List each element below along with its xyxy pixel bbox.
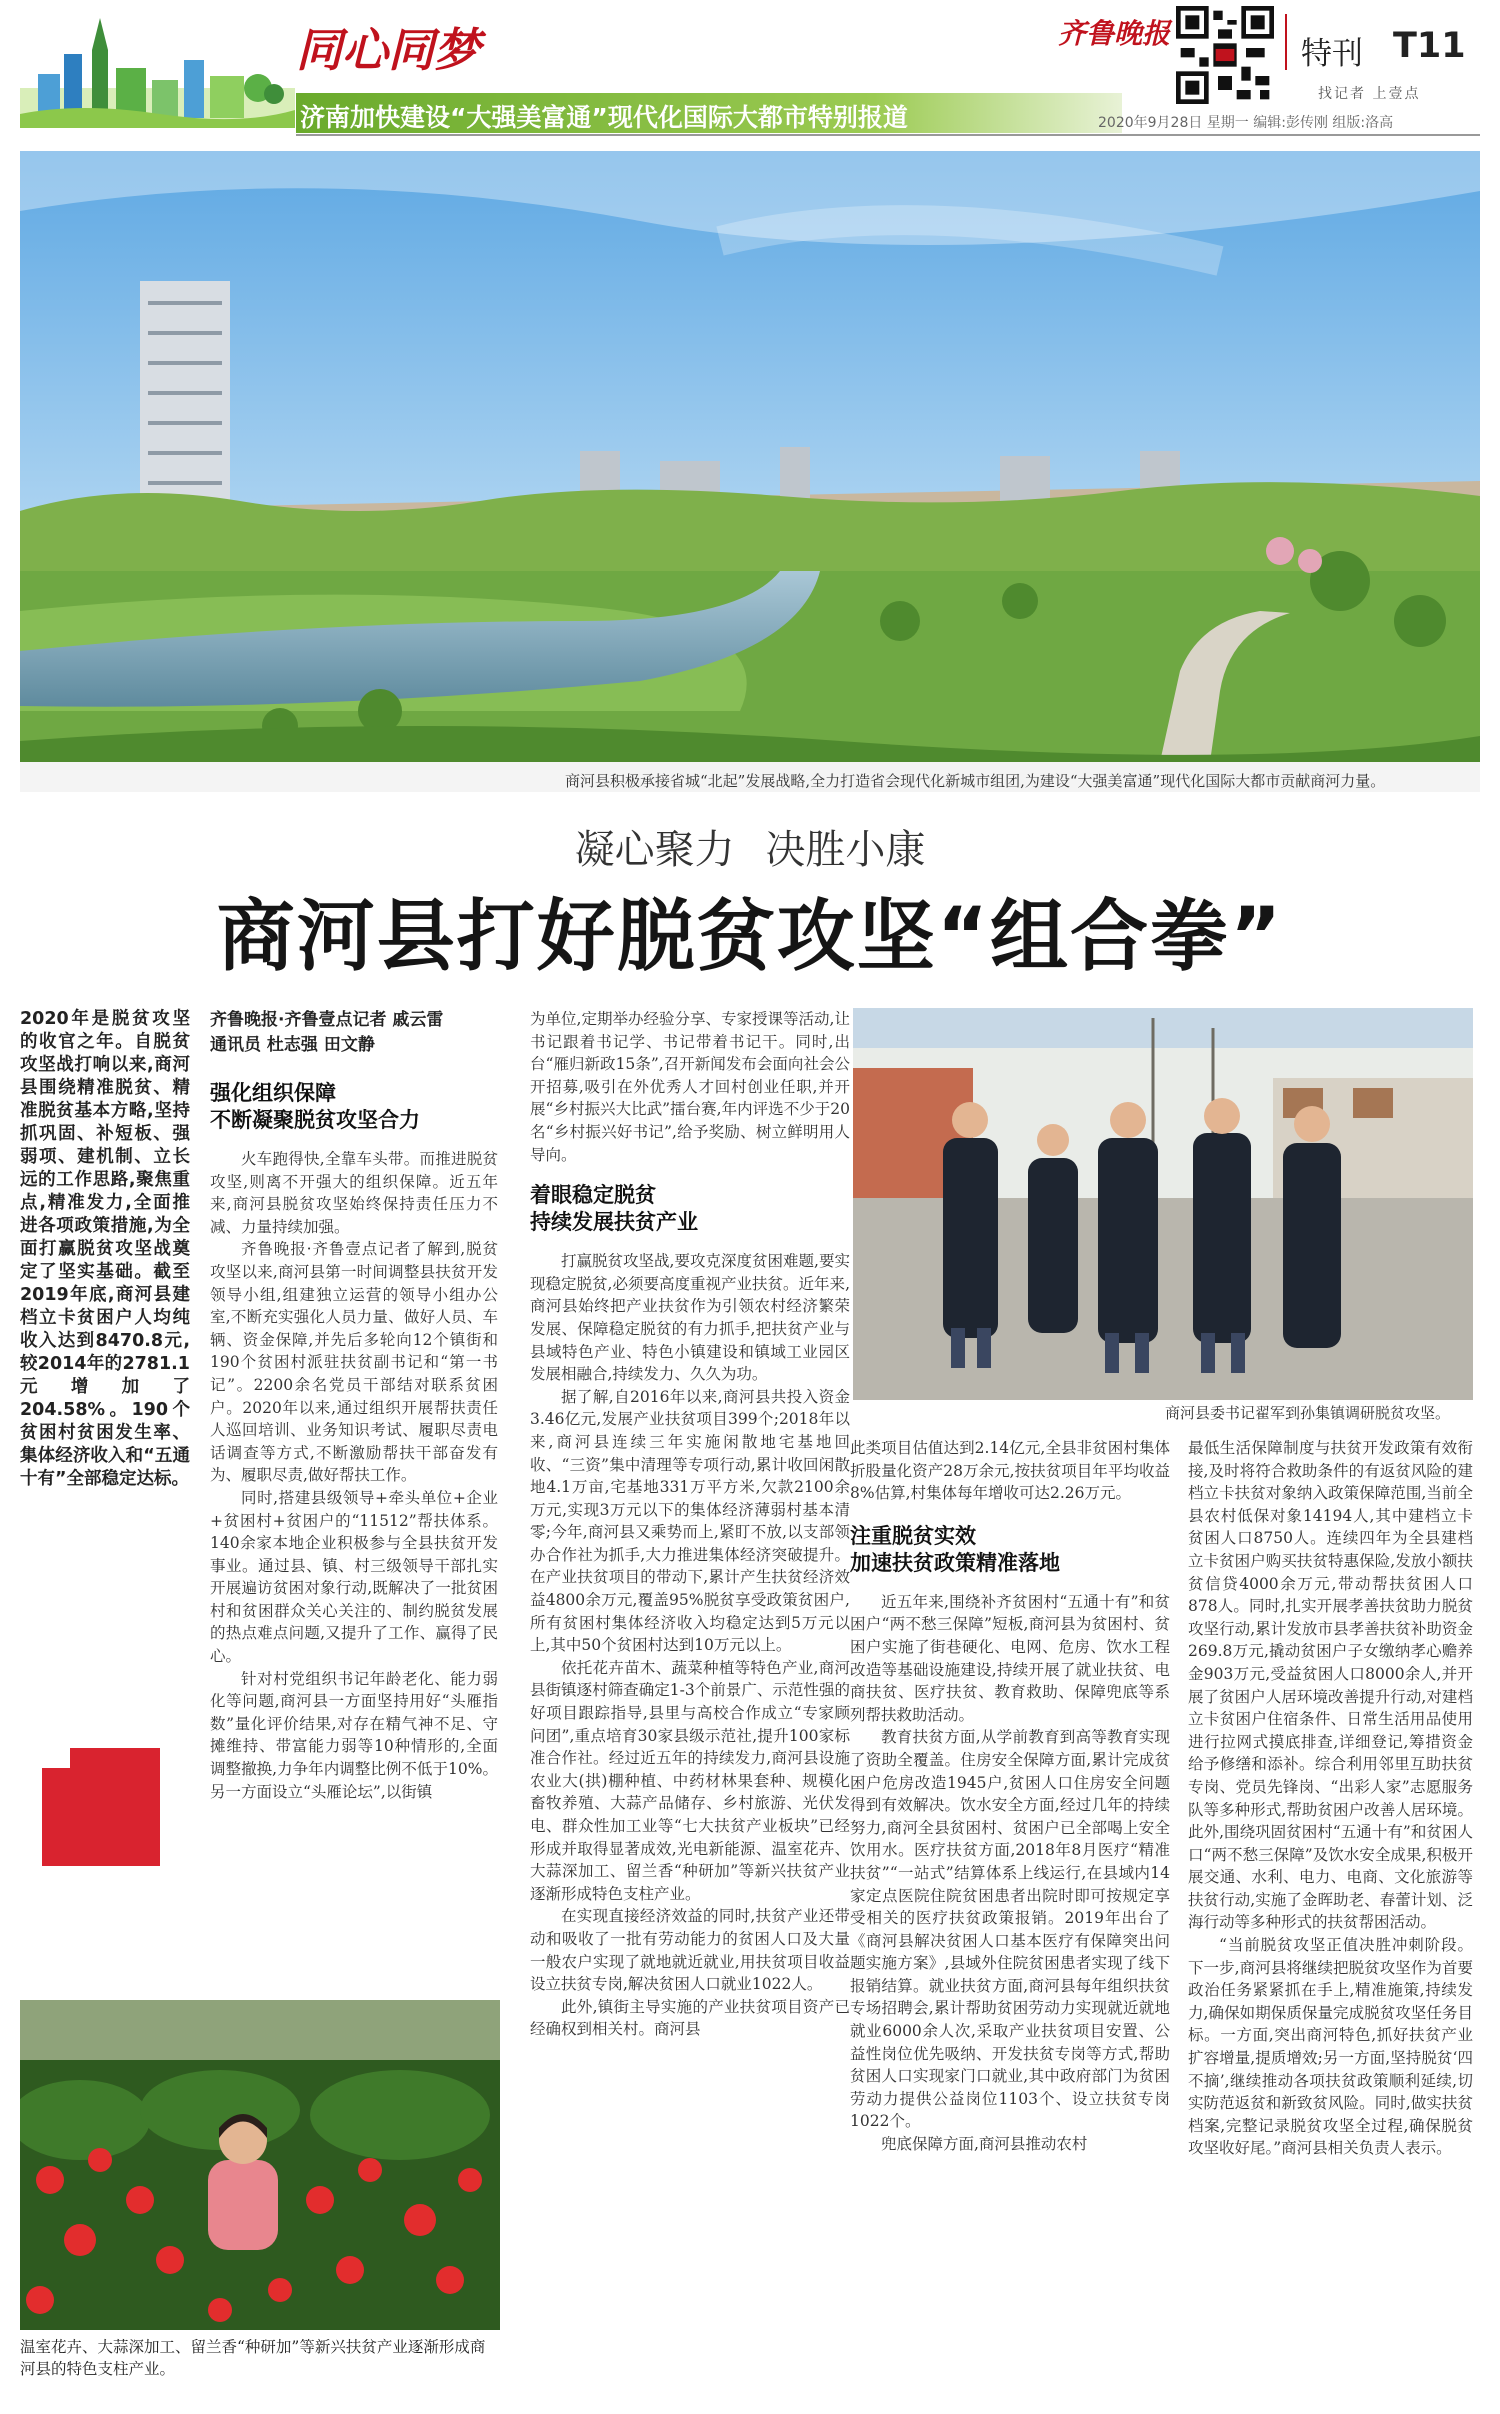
paragraph: 教育扶贫方面,从学前教育到高等教育实现了资助全覆盖。住房安全保障方面,累计完成贫困户危房改造1945户,贫困人口住房安全问题得到有效解决。饮水安全方面,经过几年的持续努力,商河全县贫困村、贫困户已全部喝上安全饮用水。医疗扶贫方面,2018年8月医疗“精准扶贫”“一站式”结算体系上线运行,在县域内14家定点医院住院贫困患者出院时即可按规定享受相关的医疗扶贫政策报销。2019年出台了《商河县解决贫困人口基本医疗有保障突出问题实施方案》,县域外住院贫困患者实现了线下报销结算。就业扶贫方面,商河县每年组织扶贫专场招聘会,累计帮助贫困劳动力实现就近就地就业6000余人次,采取产业扶贫项目安置、公益性岗位优先吸纳、开发扶贫专岗等方式,帮助贫困人口实现家门口就业,其中政府部门为贫困劳动力提供公益岗位1103个、设立扶贫专岗1022个。 [850,1728,1170,2131]
hero-caption: 商河县积极承接省城“北起”发展战略,全力打造省会现代化新城市组团,为建设“大强美富通”现代化国际大都市贡献商河力量。 [565,772,1386,790]
article-column-5 [1188,1437,1473,2160]
paragraph: 齐鲁晚报·齐鲁壹点记者了解到,脱贫攻坚以来,商河县第一时间调整县扶贫开发领导小组,组建独立运营的领导小组办公室,不断充实强化人员力量、做好人员、车辆、资金保障,并先后多轮向12个镇街和190个贫困村派驻扶贫副书记和“第一书记”。2200余名党员干部结对联系贫困户。2020年以来,通过组织开展帮扶责任人巡回培训、业务知识考试、履职尽责电话调查等方式,不断激励帮扶干部奋发有为、履职尽责,做好帮扶工作。 [210,1240,498,1485]
paragraph: 依托花卉苗木、蔬菜种植等特色产业,商河县街镇逐村筛查确定1-3个前景广、示范性强的好项目跟踪指导,县里与高校合作成立“专家顾问团”,重点培育30家县级示范社,提升100家标准合作社。经过近五年的持续发力,商河县设施农业大(拱)棚种植、中药材林果套种、规模化畜牧养殖、大蒜产品储存、乡村旅游、光伏发电、群众性加工业等“七大扶贫产业板块”已经形成并取得显著成效,光电新能源、温室花卉、大蒜深加工、留兰香“种研加”等新兴扶贫产业逐渐形成特色支柱产业。 [530,1658,850,1903]
paragraph: 此外,镇街主导实施的产业扶贫项目资产已经确权到相关村。商河县 [530,1997,850,2039]
headline-kicker: 凝心聚力 决胜小康 [574,827,926,873]
article-column-2 [210,1080,498,1803]
section-name: 特刊 [1301,36,1363,72]
masthead-divider [1285,14,1287,70]
lead-summary: 2020年是脱贫攻坚的收官之年。自脱贫攻坚战打响以来,商河县围绕精准脱贫、精准脱贫基本方略,坚持抓巩固、补短板、强弱项、建机制、立长远的工作思路,聚焦重点,精准发力,全面推进各项政策措施,为全面打赢脱贫攻坚战奠定了坚实基础。截至2019年底,商河县建档立卡贫困户人均纯收入达到8470.8元,较2014年的2781.1元增加了204.58%。190个贫困村贫困发生率、集体经济收入和“五通十有”全部稳定达标。 [20,1009,190,1489]
subheading-line: 注重脱贫实效 [850,1523,976,1548]
paragraph: 打赢脱贫攻坚战,要攻克深度贫困难题,要实现稳定脱贫,必须要高度重视产业扶贫。近年来,商河县始终把产业扶贫作为引领农村经济繁荣发展、保障稳定脱贫的有力抓手,把扶贫产业与县域特色产业、特色小镇建设和镇域工业园区发展相融合,持续发力、久久为功。 [530,1252,850,1384]
paragraph: “当前脱贫攻坚正值决胜冲刺阶段。下一步,商河县将继续把脱贫攻坚作为首要政治任务紧紧抓在手上,精准施策,持续发力,确保如期保质保量完成脱贫攻坚任务目标。一方面,突出商河特色,抓好扶贫产业扩容增量,提质增效;另一方面,坚持脱贫‘四不摘’,继续推动各项扶贫政策顺利延续,切实防范返贫和新致贫风险。同时,做实扶贫档案,完整记录脱贫攻坚全过程,确保脱贫攻坚收好尾。”商河县相关负责人表示。 [1188,1936,1473,2158]
paragraph: 针对村党组织书记年龄老化、能力弱化等问题,商河县一方面坚持用好“头雁指数”量化评价结果,对存在精气神不足、守摊维持、带富能力弱等10种情形的,全面调整撤换,力争年内调整比例不低于10%。另一方面设立“头雁论坛”,以街镇 [210,1669,498,1801]
headline-title: 商河县打好脱贫攻坚“组合拳” [216,892,1284,982]
paragraph: 为单位,定期举办经验分享、专家授课等活动,让书记跟着书记学、书记带着书记干。同时,出台“雁归新政15条”,召开新闻发布会面向社会公开招募,吸引在外优秀人才回村创业任职,并开展“乡村振兴大比武”擂台赛,年内评选不少于20名“乡村振兴好书记”,给予奖励、树立鲜明用人导向。 [530,1010,850,1164]
paragraph: 据了解,自2016年以来,商河县共投入资金3.46亿元,发展产业扶贫项目399个;2018年以来,商河县连续三年实施闲散地宅基地回收、“三资”集中清理等专项行动,累计收回闲散地4.1万亩,宅基地331万平方米,欠款2100余万元,实现3万元以下的集体经济薄弱村基本清零;今年,商河县又乘势而上,紧盯不放,以支部领办合作社为抓手,大力推进集体经济突破提升。在产业扶贫项目的带动下,累计产生扶贫经济效益4800余万元,覆盖95%脱贫享受政策贫困户,所有贫困村集体经济收入均稳定达到5万元以上,其中50个贫困村达到10万元以上。 [530,1387,850,1655]
hero-photo-river-park [20,151,1480,762]
dateline: 2020年9月28日 星期一 编辑:彭传刚 组版:洛高 [1098,115,1394,131]
reporter-contact: 找记者 上壹点 [1318,86,1421,102]
byline-correspondents: 通讯员 杜志强 田文静 [210,1035,375,1055]
paragraph: 此类项目估值达到2.14亿元,全县非贫困村集体折股量化资产28万余元,按扶贫项目年平均收益8%估算,村集体每年增收可达2.26万元。 [850,1439,1170,1503]
article-column-4 [850,1437,1170,2156]
greenhouse-flowers-photo [20,2000,500,2330]
subheading-organization [210,1080,498,1134]
photo2-caption: 商河县委书记翟军到孙集镇调研脱贫攻坚。 [1165,1404,1451,1422]
paragraph: 近五年来,围绕补齐贫困村“五通十有”和贫困户“两不愁三保障”短板,商河县为贫困村、贫困户实施了街巷硬化、电网、危房、饮水工程改造等基础设施建设,持续开展了就业扶贫、电商扶贫、医疗扶贫、教育救助、保障兜底等系列帮扶救助活动。 [850,1592,1170,1724]
subheading-line: 强化组织保障 [210,1081,336,1105]
city-skyline-illustration [20,10,295,128]
paragraph: 最低生活保障制度与扶贫开发政策有效衔接,及时将符合救助条件的有返贫风险的建档立卡扶贫对象纳入政策保障范围,当前全县农村低保对象14194人,其中建档立卡贫困人口8750人。连续四年为全县建档立卡贫困户购买扶贫特惠保险,发放小额扶贫信贷4000余万元,带动帮扶贫困人口878人。同时,扎实开展孝善扶贫助力脱贫攻坚行动,累计发放市县孝善扶贫补助资金269.8万元,撬动贫困户子女缴纳孝心赡养金903万元,受益贫困人口8000余人,并开展了贫困户人居环境改善提升行动,对建档立卡贫困户住宿条件、日常生活用品使用进行拉网式摸底排查,详细登记,筹措资金给予修缮和添补。综合利用邻里互助扶贫专岗、党员先锋岗、“出彩人家”志愿服务队等多种形式,帮助贫困户改善人居环境。此外,围绕巩固贫困村“五通十有”和贫困人口“两不愁三保障”及饮水安全成果,积极开展交通、水利、电力、电商、文化旅游等扶贫行动,实施了金晖助老、春蕾计划、泛海行动等多种形式的扶贫帮困活动。 [1188,1439,1473,1932]
masthead [0,0,1500,138]
paragraph: 同时,搭建县级领导+牵头单位+企业+贫困村+贫困户的“11512”帮扶体系。140余家本地企业积极参与全县扶贫开发事业。通过县、镇、村三级领导干部扎实开展遍访贫困对象行动,既解决了一批贫困村和贫困群众关心关注的、制约脱贫发展的热点难点问题,又提升了工作、赢得了民心。 [210,1488,498,1666]
masthead-rule [296,134,1480,136]
subheading-policy [850,1523,1170,1577]
series-headline: 济南加快建设“大强美富通”现代化国际大都市特别报道 [300,103,908,132]
article-column-3 [530,1008,850,2041]
paragraph: 在实现直接经济效益的同时,扶贫产业还带动和吸收了一批有劳动能力的贫困人口及大量一般农户实现了就地就近就业,用扶贫项目收益设立扶贫专岗,解决贫困人口就业1022人。 [530,1907,850,1994]
subheading-line: 着眼稳定脱贫 [530,1183,656,1208]
page-number: T11 [1393,26,1466,66]
newspaper-logo: 齐鲁晚报 [1058,17,1171,50]
subheading-line: 不断凝聚脱贫攻坚合力 [210,1108,420,1132]
paragraph: 兜底保障方面,商河县推动农村 [881,2135,1088,2154]
paragraph: 火车跑得快,全靠车头带。而推进脱贫攻坚,则离不开强大的组织保障。近五年来,商河县脱贫攻坚始终保持责任压力不减、力量持续加强。 [210,1150,498,1236]
series-title: 同心同梦 [296,23,480,77]
photo3-caption: 温室花卉、大蒜深加工、留兰香“种研加”等新兴扶贫产业逐渐形成商河县的特色支柱产业。 [20,2338,486,2378]
subheading-line: 加速扶贫政策精准落地 [850,1550,1060,1575]
officials-visit-photo [853,1008,1473,1400]
byline [210,1008,510,1058]
red-decorative-block [42,1748,160,1866]
qr-code-icon [1176,6,1274,104]
subheading-industry [530,1182,850,1236]
subheading-line: 持续发展扶贫产业 [530,1210,698,1235]
byline-reporter: 齐鲁晚报·齐鲁壹点记者 戚云雷 [210,1010,444,1030]
